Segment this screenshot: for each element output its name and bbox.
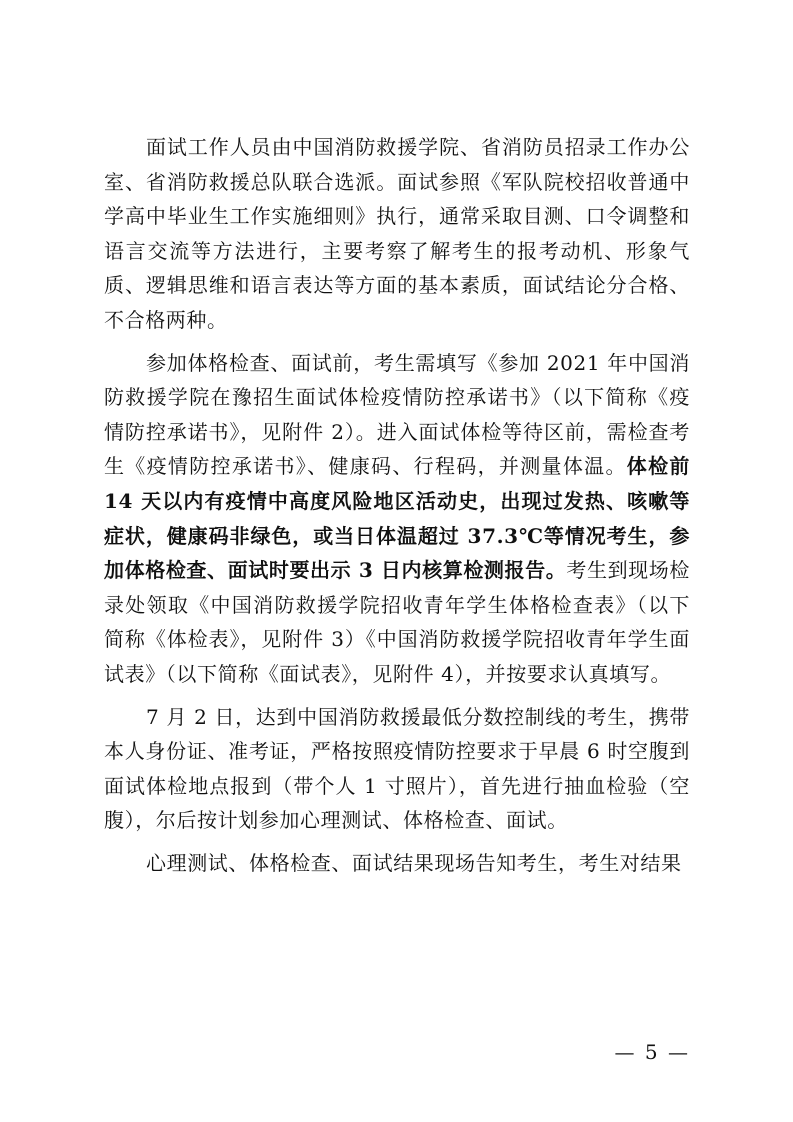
body-text <box>104 130 690 888</box>
paragraph-text: 参加体格检查、面试前，考生需填写《参加 2021 年中国消防救援学院在豫招生面试体检疫情防控承诺书》（以下简称《疫情防控承诺书》，见附件 2）。进入面试体检等待区前，需检查考生《疫情防控承诺书》、健康码、行程码，并测量体温。 <box>104 350 690 479</box>
paragraph-results-notice <box>104 846 690 881</box>
paragraph-epidemic-commitment <box>104 346 690 692</box>
paragraph-text: 考生到现场检录处领取《中国消防救援学院招收青年学生体格检查表》（以下简称《体检表》，见附件 3）《中国消防救援学院招收青年学生面试表》（以下简称《面试表》，见附件 4），并按要求认真填写。 <box>104 558 690 686</box>
page-number: — 5 — <box>614 1040 690 1064</box>
paragraph-text: 7 月 2 日，达到中国消防救援最低分数控制线的考生，携带本人身份证、准考证，严格按照疫情防控要求于早晨 6 时空腹到面试体检地点报到（带个人 1 寸照片），首先进行抽血检验（空腹），尔后按计划参加心理测试、体格检查、面试。 <box>104 704 690 833</box>
paragraph-interview-staff <box>104 130 690 338</box>
paragraph-report-schedule <box>104 700 690 838</box>
paragraph-text: 心理测试、体格检查、面试结果现场告知考生，考生对结果 <box>146 850 682 875</box>
paragraph-text: 面试工作人员由中国消防救援学院、省消防员招录工作办公室、省消防救援总队联合选派。面试参照《军队院校招收普通中学高中毕业生工作实施细则》执行，通常采取目测、口令调整和语言交流等方法进行，主要考察了解考生的报考动机、形象气质、逻辑思维和语言表达等方面的基本素质，面试结论分合格、不合格两种。 <box>104 135 690 332</box>
paragraph-bold-notice: 体检前 14 天以内有疫情中高度风险地区活动史，出现过发热、咳嗽等症状，健康码非绿色，或当日体温超过 37.3℃等情况考生，参加体格检查、面试时要出示 3 日内核算检测报告。 <box>104 454 690 583</box>
